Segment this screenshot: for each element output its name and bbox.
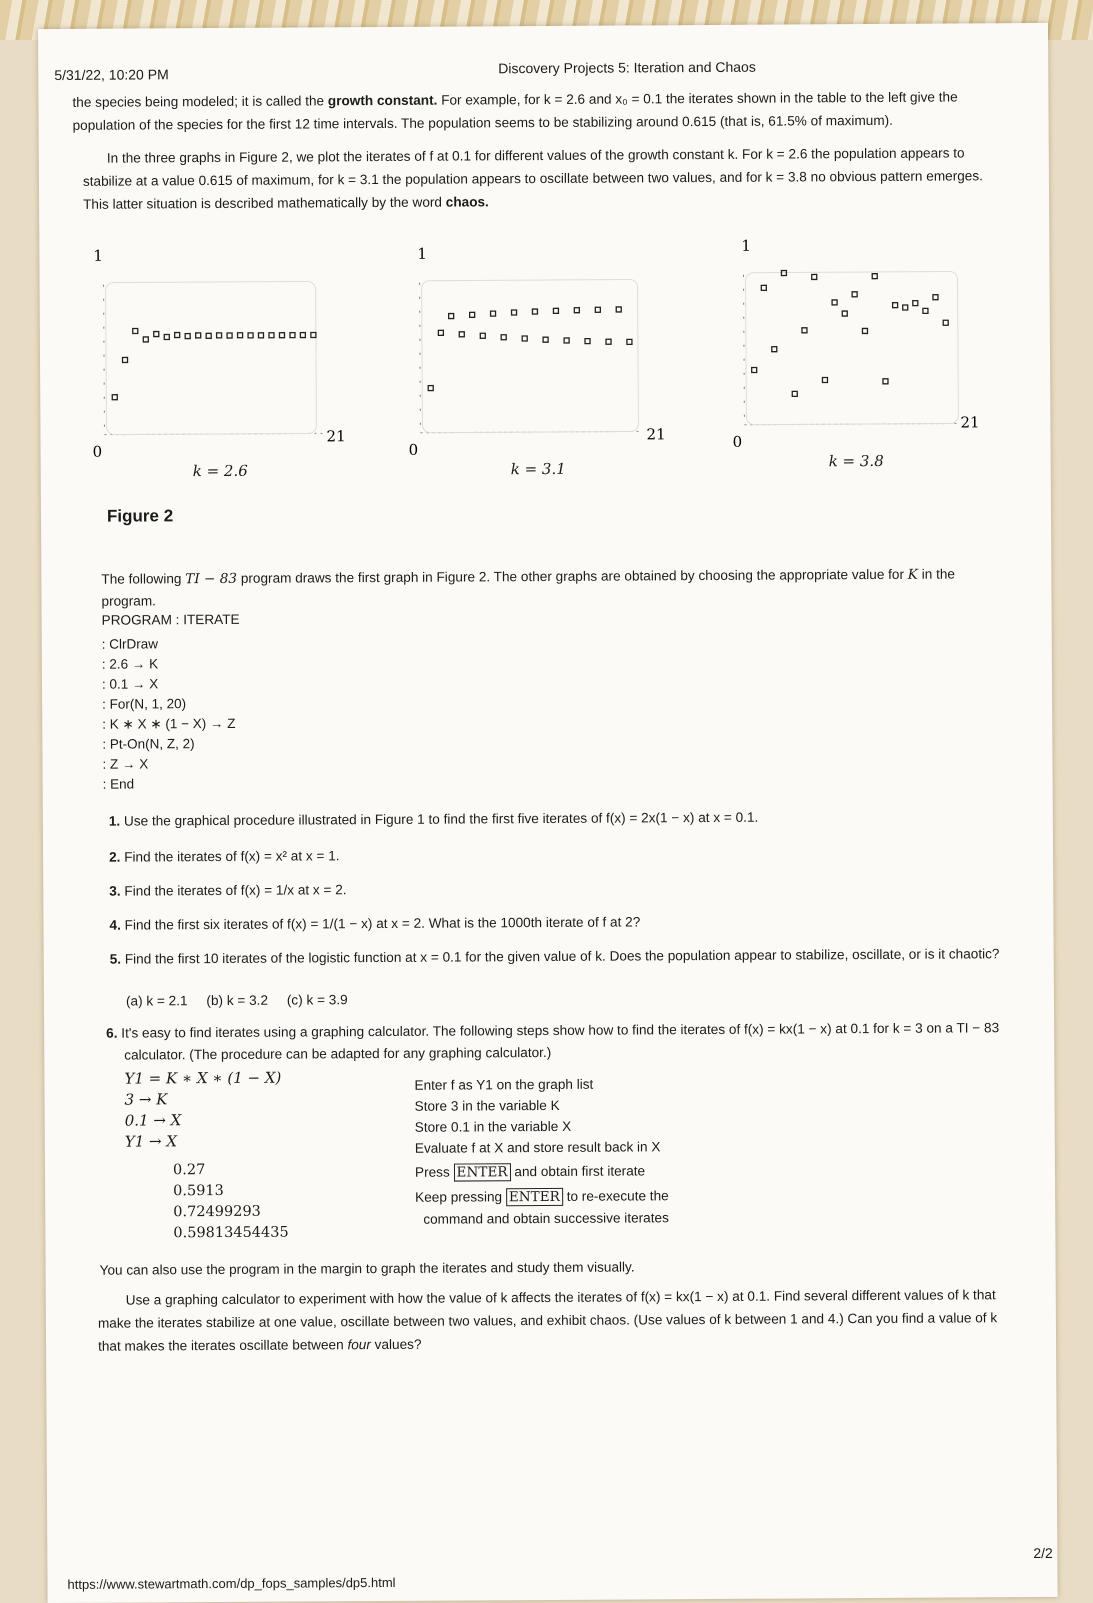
data-point bbox=[238, 333, 243, 338]
plot-k31 bbox=[399, 241, 730, 483]
y-axis-max-label: 1 bbox=[417, 244, 427, 263]
data-point bbox=[903, 305, 908, 310]
data-point bbox=[300, 333, 305, 338]
data-point bbox=[175, 333, 180, 338]
data-point bbox=[143, 337, 148, 342]
program-name: PROGRAM : ITERATE bbox=[101, 611, 240, 628]
question-4: 4. Find the first six iterates of f(x) = 1/(1 − x) at x = 2. What is the 1000th iterate of f at 2? bbox=[109, 914, 641, 933]
code-line: : 0.1 → X bbox=[101, 676, 159, 692]
code-line: : For(N, 1, 20) bbox=[102, 696, 187, 712]
page-title: Discovery Projects 5: Iteration and Chaos bbox=[498, 58, 756, 77]
question-5-parts: (a) k = 2.1 (b) k = 3.2 (c) k = 3.9 bbox=[125, 992, 348, 1009]
data-point bbox=[459, 332, 464, 337]
intro-paragraph-1: the species being modeled; it is called the growth constant. For example, for k = 2.6 and x₀ = 0.1 the iterates shown in the table to the left give the population of the species for the first 12 time intervals. The population seems to be stabilizing around 0.615 (that is, 61.5% of maximum). bbox=[72, 89, 958, 133]
code-line: : 2.6 → K bbox=[101, 656, 159, 672]
question-2: 2. Find the iterates of f(x) = x² at x = 1. bbox=[109, 848, 340, 865]
data-point bbox=[196, 333, 201, 338]
data-point bbox=[943, 320, 948, 325]
data-point bbox=[501, 335, 506, 340]
footer-url: https://www.stewartmath.com/dp_fops_samples/dp5.html bbox=[67, 1574, 396, 1592]
data-point bbox=[185, 334, 190, 339]
data-point bbox=[802, 328, 807, 333]
scatter-points bbox=[428, 307, 633, 391]
data-point bbox=[761, 285, 766, 290]
data-point bbox=[449, 314, 454, 319]
data-point bbox=[428, 386, 433, 391]
data-point bbox=[616, 307, 621, 312]
calculator-descriptions bbox=[414, 1073, 669, 1230]
y-axis-max-label: 1 bbox=[93, 246, 103, 265]
data-point bbox=[290, 333, 295, 338]
plot-frame bbox=[106, 281, 317, 434]
data-point bbox=[822, 377, 827, 382]
caption-k31: k = 3.1 bbox=[510, 459, 566, 479]
data-point bbox=[543, 337, 548, 342]
y-axis bbox=[420, 283, 421, 433]
data-point bbox=[258, 333, 263, 338]
question-5: 5. Find the first 10 iterates of the logistic function at x = 0.1 for the given value of k. Does the population appear to stabilize, oscillate, or is it chaotic? bbox=[109, 946, 1000, 967]
data-point bbox=[217, 333, 222, 338]
data-point bbox=[164, 334, 169, 339]
x-origin-label: 0 bbox=[732, 432, 743, 451]
data-point bbox=[933, 295, 938, 300]
data-point bbox=[606, 339, 611, 344]
calc-desc: Store 3 in the variable K bbox=[414, 1097, 560, 1114]
calc-desc: Keep pressing ENTER to re-execute the bbox=[415, 1188, 669, 1206]
data-point bbox=[311, 332, 316, 337]
x-max-label: 21 bbox=[326, 427, 346, 446]
scatter-points bbox=[751, 270, 949, 397]
data-point bbox=[532, 309, 537, 314]
calc-output: 0.5913 bbox=[173, 1182, 224, 1200]
closing-paragraph-1: You can also use the program in the margin to graph the iterates and study them visually. bbox=[99, 1259, 635, 1278]
x-max-label: 21 bbox=[960, 413, 980, 432]
data-point bbox=[522, 336, 527, 341]
document-page bbox=[38, 23, 1058, 1603]
program-intro: The following TI − 83 program draws the first graph in Figure 2. The other graphs are obtained by choosing the appropriate value for K in the program. bbox=[101, 566, 956, 609]
data-point bbox=[792, 391, 797, 396]
calc-command: Y1 → X bbox=[124, 1132, 178, 1151]
data-point bbox=[269, 333, 274, 338]
question-3: 3. Find the iterates of f(x) = 1/x at x = 2. bbox=[109, 882, 347, 899]
enter-key: ENTER bbox=[453, 1163, 510, 1181]
calc-desc: Press ENTER and obtain first iterate bbox=[414, 1163, 646, 1181]
data-point bbox=[123, 357, 128, 362]
data-point bbox=[627, 339, 632, 344]
program-code bbox=[102, 634, 236, 795]
data-point bbox=[279, 333, 284, 338]
calc-output: 0.27 bbox=[172, 1162, 206, 1179]
data-point bbox=[470, 312, 475, 317]
intro-paragraph-2: In the three graphs in Figure 2, we plot the iterates of f at 0.1 for different values of the growth constant k. For k = 2.6 the population appears to stabilize at a value 0.615 of maximum, for k = 3.1 the population appears to oscillate between two values, and for k = 3.8 no obvious pattern emerges. This latter situation is described mathematically by the word chaos. bbox=[82, 145, 983, 212]
data-point bbox=[154, 332, 159, 337]
figure-label: Figure 2 bbox=[106, 506, 174, 526]
code-line: : Z → X bbox=[102, 756, 149, 772]
code-line: : Pt-On(N, Z, 2) bbox=[102, 736, 195, 752]
calc-desc: Store 0.1 in the variable X bbox=[414, 1118, 572, 1135]
calc-output: 0.72499293 bbox=[173, 1203, 261, 1221]
data-point bbox=[923, 308, 928, 313]
calc-command: Y1 = K ∗ X ∗ (1 − X) bbox=[124, 1068, 282, 1088]
plot-k26 bbox=[83, 243, 414, 485]
question-1: 1. Use the graphical procedure illustrated in Figure 1 to find the first five iterates of f(x) = 2x(1 − x) at x = 0.1. bbox=[108, 809, 759, 829]
data-point bbox=[585, 339, 590, 344]
y-axis bbox=[104, 285, 105, 435]
scatter-points bbox=[112, 327, 316, 399]
y-axis bbox=[744, 275, 745, 425]
data-point bbox=[574, 308, 579, 313]
calc-command: 0.1 → X bbox=[124, 1111, 182, 1130]
data-point bbox=[512, 310, 517, 315]
calc-desc: command and obtain successive iterates bbox=[423, 1210, 669, 1227]
closing-paragraph-2: Use a graphing calculator to experiment with how the value of k affects the iterates of f(x) = kx(1 − x) at 0.1. Find several different values of k that make the iterates stabilize at one value, oscillate between two values, and exhibit chaos. (Use values of k between 1 and 4.) Can you find a value of k that makes the iterates oscillate between four values? bbox=[97, 1287, 998, 1354]
data-point bbox=[772, 347, 777, 352]
data-point bbox=[862, 328, 867, 333]
x-origin-label: 0 bbox=[408, 440, 419, 459]
x-origin-label: 0 bbox=[92, 442, 103, 461]
calculator-outputs bbox=[173, 1160, 289, 1245]
data-point bbox=[438, 330, 443, 335]
data-point bbox=[553, 308, 558, 313]
data-point bbox=[812, 274, 817, 279]
code-line: : K ∗ X ∗ (1 − X) → Z bbox=[102, 715, 236, 732]
data-point bbox=[227, 333, 232, 338]
y-axis-max-label: 1 bbox=[741, 236, 751, 255]
question-6: 6. It's easy to find iterates using a graphing calculator. The following steps show how to find the iterates of f(x) = kx(1 − x) at 0.1 for k = 3 on a TI − 83 calculator. (The procedure can be adapted for any graphing calculator.) bbox=[106, 1020, 1000, 1063]
data-point bbox=[832, 300, 837, 305]
code-line: : ClrDraw bbox=[101, 636, 159, 652]
data-point bbox=[491, 311, 496, 316]
data-point bbox=[480, 333, 485, 338]
data-point bbox=[564, 338, 569, 343]
caption-k38: k = 3.8 bbox=[828, 451, 884, 471]
data-point bbox=[248, 333, 253, 338]
code-line: : End bbox=[102, 776, 135, 792]
calc-desc: Enter f as Y1 on the graph list bbox=[414, 1076, 594, 1093]
calc-output: 0.59813454435 bbox=[173, 1224, 289, 1242]
caption-k26: k = 2.6 bbox=[192, 461, 248, 481]
calculator-commands bbox=[124, 1068, 281, 1153]
print-timestamp: 5/31/22, 10:20 PM bbox=[54, 66, 169, 83]
data-point bbox=[872, 274, 877, 279]
data-point bbox=[893, 303, 898, 308]
data-point bbox=[595, 307, 600, 312]
page-number: 2/2 bbox=[1033, 1544, 1053, 1562]
data-point bbox=[112, 395, 117, 400]
enter-key: ENTER bbox=[506, 1188, 563, 1206]
data-point bbox=[842, 311, 847, 316]
data-point bbox=[883, 379, 888, 384]
data-point bbox=[133, 328, 138, 333]
data-point bbox=[752, 368, 757, 373]
plot-k38 bbox=[715, 233, 1046, 475]
calc-desc: Evaluate f at X and store result back in X bbox=[414, 1139, 661, 1156]
x-max-label: 21 bbox=[646, 425, 666, 444]
data-point bbox=[206, 333, 211, 338]
calc-command: 3 → K bbox=[124, 1090, 168, 1109]
data-point bbox=[852, 292, 857, 297]
data-point bbox=[913, 301, 918, 306]
plot-frame bbox=[422, 279, 639, 432]
